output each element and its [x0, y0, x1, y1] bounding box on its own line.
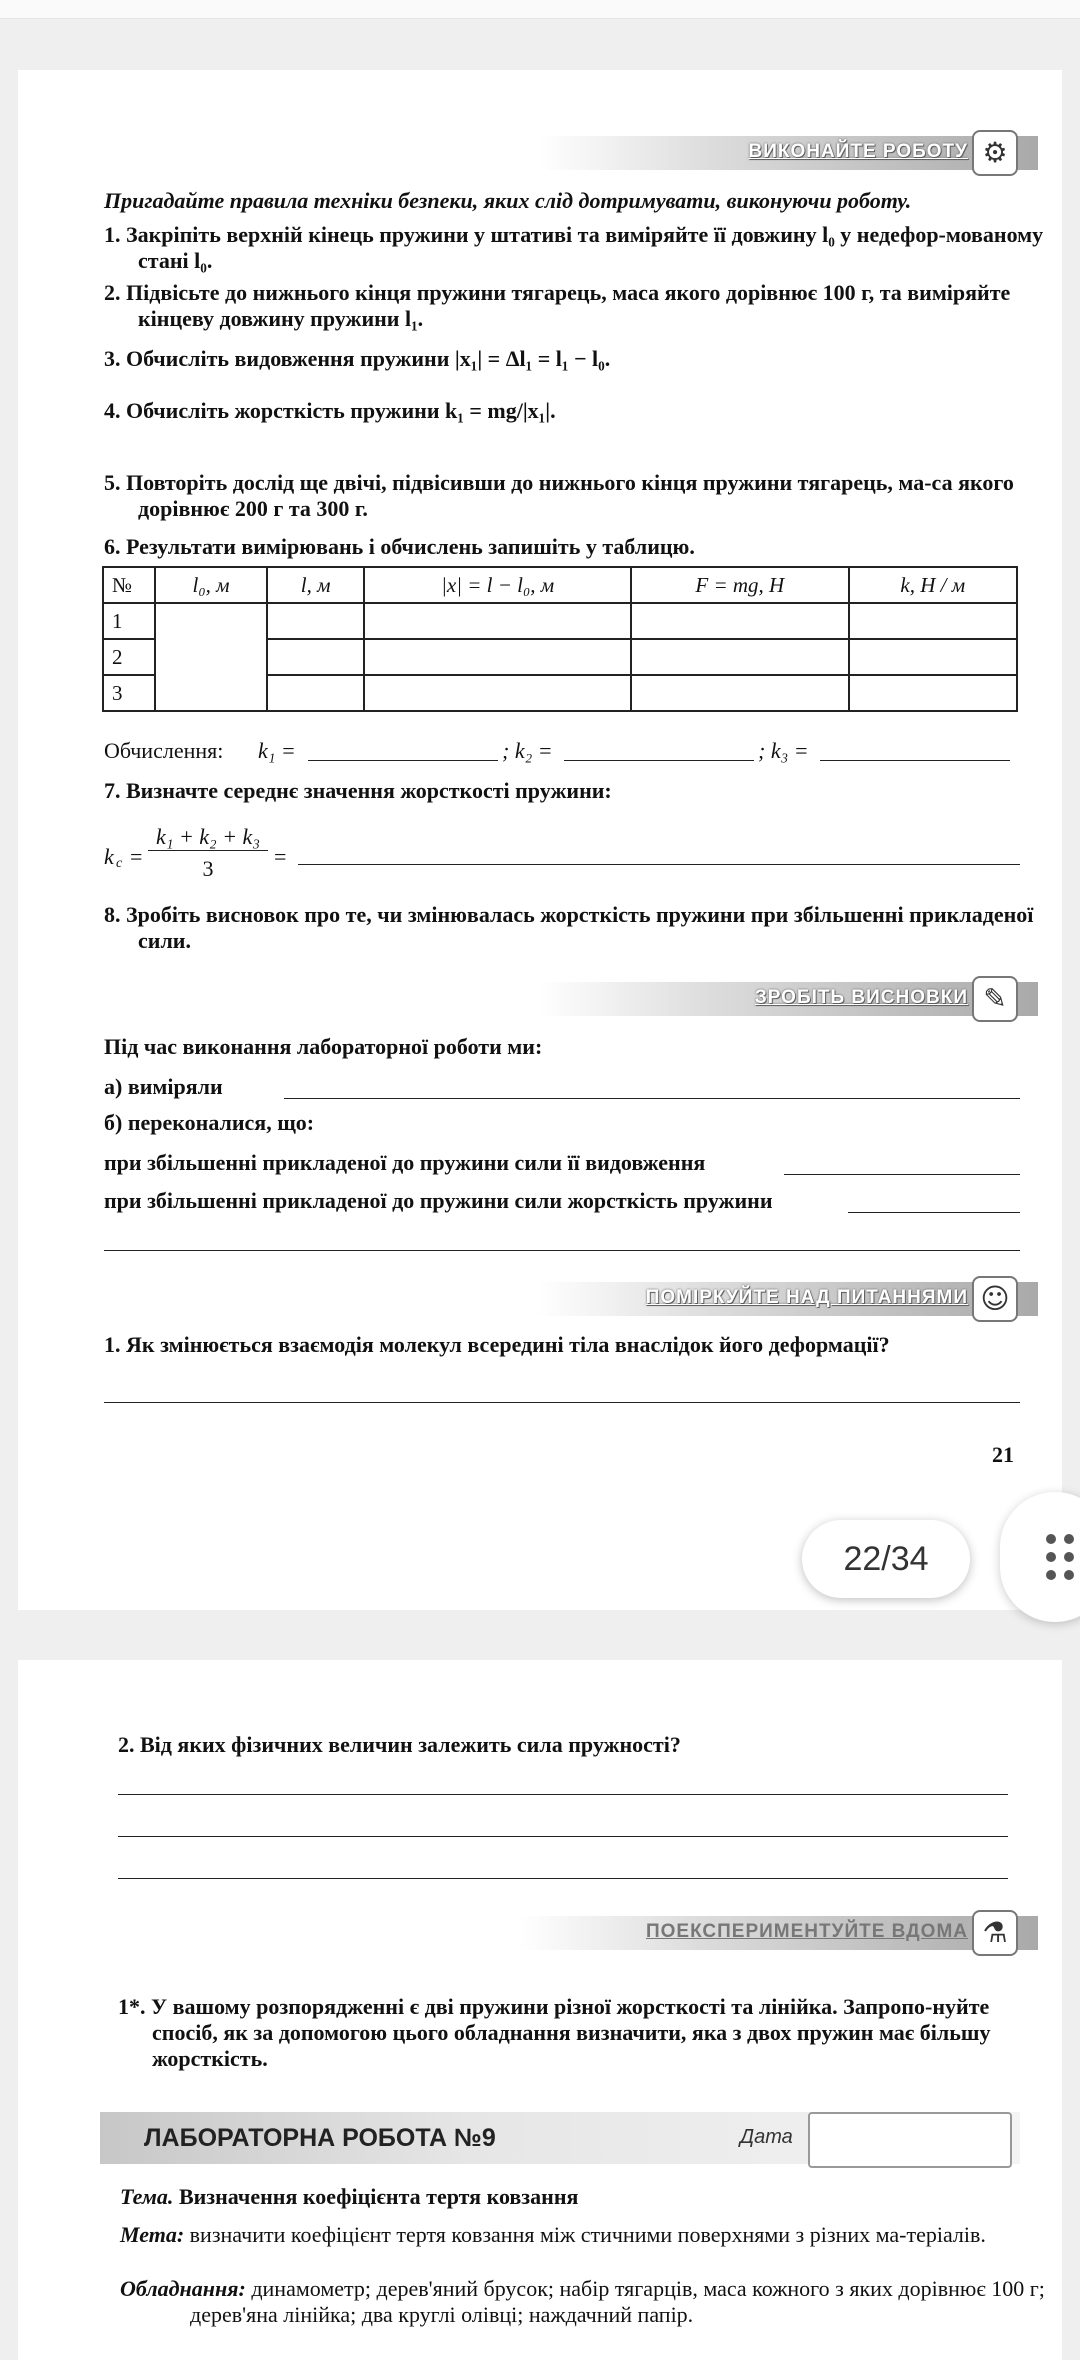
step-text: Повторіть дослід ще двічі, підвісивши до нижнього кінця пружини тягарець, ма-са якого дорівнює 200 г та 300 г.: [126, 470, 1014, 521]
step-7: [104, 778, 1058, 804]
calc-k2-label: ; k₂ =: [502, 738, 553, 763]
safety-intro: Пригадайте правила техніки безпеки, яких слід дотримувати, виконуючи роботу.: [104, 188, 912, 213]
table-cell[interactable]: [267, 639, 364, 675]
app-top-strip: [0, 0, 1080, 19]
question-1: [104, 1332, 1058, 1358]
step-number: 3.: [104, 346, 121, 371]
step-number: 7.: [104, 778, 121, 803]
step-number: 4.: [104, 398, 121, 423]
topic-text: Визначення коефіцієнта тертя ковзання: [178, 2184, 579, 2209]
col-header: №: [103, 567, 155, 603]
row-number: 1: [103, 603, 155, 639]
step-number: 1.: [104, 222, 121, 247]
table-cell[interactable]: [364, 603, 631, 639]
k3-answer-line[interactable]: [820, 760, 1010, 761]
topic-label: Тема.: [120, 2184, 174, 2209]
formula-equals-2: =: [274, 844, 287, 869]
conclusion-line-2: при збільшенні прикладеної до пружини сили жорсткість пружини: [104, 1188, 773, 1213]
step-text: Зробіть висновок про те, чи змінювалась жорсткість пружини при збільшенні прикладеної сили.: [126, 902, 1034, 953]
task-text: У вашому розпорядженні є дві пружини різної жорсткості та лінійка. Запропо-нуйте спосіб, як за допомогою цього обладнання визначити, яка з двох пружин має більшу жорсткість.: [151, 1994, 991, 2071]
step-text: Визначте середнє значення жорсткості пружини:: [126, 778, 612, 803]
lab-equipment: [120, 2276, 1080, 2328]
col-header: |x| = l − l₀, м: [364, 567, 631, 603]
question-number: 2.: [118, 1732, 135, 1757]
question-1-answer-line[interactable]: [104, 1402, 1020, 1403]
step-8: [104, 902, 1058, 954]
table-cell[interactable]: [631, 639, 848, 675]
menu-button[interactable]: [1000, 1492, 1080, 1622]
lab-date-label: Дата: [740, 2126, 793, 2148]
step-5: [104, 470, 1058, 522]
conclusions-banner: [538, 982, 1038, 1016]
calc-label: Обчислення:: [104, 738, 224, 763]
table-cell[interactable]: [849, 603, 1017, 639]
average-formula: [104, 822, 304, 892]
step-number: 2.: [104, 280, 121, 305]
average-answer-line[interactable]: [298, 864, 1020, 865]
row-number: 2: [103, 639, 155, 675]
conclusion-b: [104, 1110, 314, 1136]
lab-work-header: [100, 2112, 1020, 2164]
table-row: [103, 603, 1017, 639]
item-text: переконалися, що:: [127, 1110, 315, 1135]
formula-denominator: 3: [202, 856, 214, 881]
step-text: Підвісьте до нижнього кінця пружини тягарець, маса якого дорівнює 100 г, та виміряйте кінцеву довжину пружини l₁.: [126, 280, 1011, 331]
question-text: Як змінюється взаємодія молекул всередині тіла внаслідок його деформації?: [126, 1332, 890, 1357]
k1-answer-line[interactable]: [308, 760, 498, 761]
dots-grid-icon: [1046, 1534, 1076, 1582]
question-2: [118, 1732, 1052, 1758]
lab-title: ЛАБОРАТОРНА РОБОТА №9: [144, 2124, 496, 2152]
lab-date-field[interactable]: [808, 2112, 1012, 2168]
calc-k1-label: k₁ =: [258, 738, 296, 763]
item-text: виміряли: [127, 1074, 223, 1099]
elongation-answer-line[interactable]: [784, 1174, 1020, 1175]
task-number: 1*.: [118, 1994, 146, 2019]
home-experiment-banner-label: ПОЕКСПЕРИМЕНТУЙТЕ ВДОМА: [645, 1921, 968, 1942]
page-number: 21: [992, 1442, 1014, 1467]
step-2: [104, 280, 1058, 332]
home-task: [118, 1994, 1052, 2072]
lab-topic: [120, 2184, 1040, 2210]
step-6: [104, 534, 1058, 560]
conclusion-a: [104, 1074, 223, 1100]
checklist-icon: ✎: [972, 976, 1018, 1022]
question-number: 1.: [104, 1332, 121, 1357]
table-cell[interactable]: [849, 639, 1017, 675]
table-cell[interactable]: [849, 675, 1017, 711]
perform-banner: [538, 136, 1038, 170]
table-cell[interactable]: [631, 603, 848, 639]
conclusion-intro: Під час виконання лабораторної роботи ми:: [104, 1034, 543, 1059]
step-text: Закріпіть верхній кінець пружини у штативі та виміряйте її довжину l₀ у недефор-мованому стані l₀.: [126, 222, 1044, 273]
results-table: [102, 566, 1018, 712]
experiment-icon: ⚗: [972, 1910, 1018, 1956]
step-3: [104, 346, 1058, 372]
col-header: F = mg, Н: [631, 567, 848, 603]
question-text: Від яких фізичних величин залежить сила пружності?: [140, 1732, 681, 1757]
question-2-answer-line[interactable]: [118, 1878, 1008, 1879]
step-number: 8.: [104, 902, 121, 927]
question-2-answer-line[interactable]: [118, 1794, 1008, 1795]
table-cell[interactable]: [364, 675, 631, 711]
col-header: k, Н / м: [849, 567, 1017, 603]
formula-numerator: k₁ + k₂ + k₃: [148, 824, 268, 851]
calc-k3-label: ; k₃ =: [758, 738, 809, 763]
table-cell[interactable]: [364, 639, 631, 675]
document-page-22: [18, 1660, 1062, 2360]
formula-lhs: k: [104, 844, 114, 869]
goal-text: визначити коефіцієнт тертя ковзання між стичними поверхнями з різних ма-теріалів.: [189, 2222, 986, 2247]
item-label: б): [104, 1110, 123, 1135]
step-number: 5.: [104, 470, 121, 495]
question-2-answer-line[interactable]: [118, 1836, 1008, 1837]
step-number: 6.: [104, 534, 121, 559]
col-header: l₀, м: [155, 567, 267, 603]
questions-banner: [538, 1282, 1038, 1316]
conclusion-line-1: при збільшенні прикладеної до пружини сили її видовження: [104, 1150, 706, 1175]
extra-answer-line[interactable]: [104, 1250, 1020, 1251]
document-page-21: [18, 70, 1062, 1610]
k2-answer-line[interactable]: [564, 760, 754, 761]
equipment-text: динамометр; дерев'яний брусок; набір тягарців, маса кожного з яких дорівнює 100 г; дерев'яна лінійка; два круглі олівці; наждачний папір.: [190, 2276, 1045, 2327]
formula-equals: =: [130, 844, 143, 869]
step-4: [104, 398, 1058, 424]
home-experiment-banner: [518, 1916, 1038, 1950]
lab-goal: [120, 2222, 1080, 2248]
table-cell[interactable]: [631, 675, 848, 711]
table-header-row: [103, 567, 1017, 603]
stiffness-answer-line[interactable]: [848, 1212, 1020, 1213]
step-1: [104, 222, 1058, 274]
table-cell[interactable]: [267, 603, 364, 639]
goal-label: Мета:: [120, 2222, 185, 2247]
formula-sub: c: [116, 856, 123, 871]
step-text: Обчисліть видовження пружини |x₁| = Δl₁ = l₁ − l₀.: [126, 346, 611, 371]
table-cell[interactable]: [155, 603, 267, 711]
table-cell[interactable]: [267, 675, 364, 711]
step-text: Результати вимірювань і обчислень запишіть у таблицю.: [126, 534, 695, 559]
measured-answer-line[interactable]: [284, 1098, 1020, 1099]
tools-icon: ⚙: [972, 130, 1018, 176]
step-text: Обчисліть жорсткість пружини k₁ = mg/|x₁|.: [126, 398, 556, 423]
questions-banner-label: ПОМІРКУЙТЕ НАД ПИТАННЯМИ: [645, 1287, 968, 1308]
item-label: а): [104, 1074, 123, 1099]
thinking-icon: ☺: [972, 1276, 1018, 1322]
equipment-label: Обладнання:: [120, 2276, 246, 2301]
page-counter[interactable]: 22/34: [802, 1520, 970, 1598]
perform-banner-label: ВИКОНАЙТЕ РОБОТУ: [748, 141, 968, 162]
conclusions-banner-label: ЗРОБІТЬ ВИСНОВКИ: [754, 987, 968, 1008]
col-header: l, м: [267, 567, 364, 603]
row-number: 3: [103, 675, 155, 711]
